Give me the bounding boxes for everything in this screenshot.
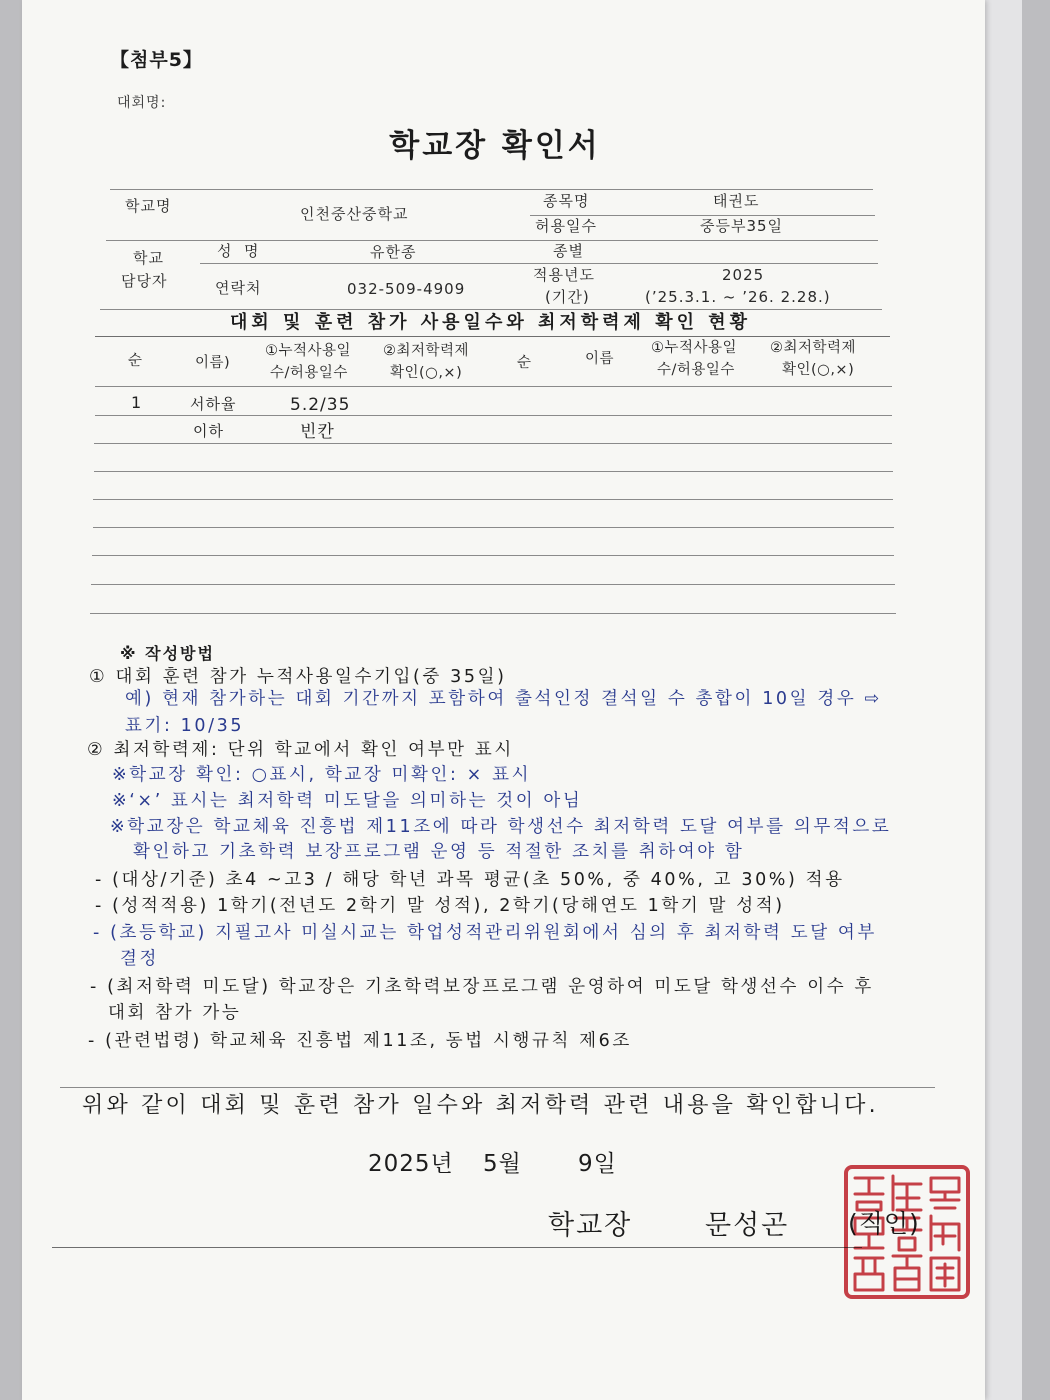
- instructions-heading: ※ 작성방법: [120, 644, 215, 663]
- signature-rule: [52, 1247, 862, 1248]
- info-table-middle-rule: [106, 240, 878, 241]
- header-name-right: 이름: [585, 351, 615, 367]
- table-row-rule: [95, 386, 892, 387]
- table-row-rule: [91, 584, 895, 585]
- staff-name-value: 유한종: [370, 243, 417, 261]
- phone-label: 연락처: [215, 279, 262, 297]
- table-row-rule: [90, 613, 896, 614]
- row-name: 서하율: [190, 395, 237, 413]
- seal-glyphs: [855, 1176, 959, 1290]
- allowed-days-value: 중등부35일: [700, 217, 784, 235]
- confirmation-statement: 위와 같이 대회 및 훈련 참가 일수와 최저학력 관련 내용을 확인합니다.: [82, 1093, 879, 1118]
- header-no-left: 순: [128, 353, 143, 369]
- table-row-rule: [93, 527, 894, 528]
- header-name-left: 이름): [195, 355, 231, 371]
- phone-value: 032-509-4909: [347, 280, 466, 298]
- instruction-line: 결정: [120, 949, 160, 969]
- header-no-right: 순: [517, 355, 532, 371]
- table-row-rule: [94, 443, 892, 444]
- row-days: 5.2/35: [290, 395, 351, 415]
- instruction-line: - (최저학력 미도달) 학교장은 기초학력보장프로그램 운영하여 미도달 학생선수 이수 후: [90, 977, 874, 997]
- instruction-line: - (대상/기준) 초4 ~고3 / 해당 학년 과목 평균(초 50%, 중 40%, 고 30%) 적용: [95, 870, 845, 890]
- instruction-line: ② 최저학력제: 단위 학교에서 확인 여부만 표시: [87, 740, 514, 760]
- instruction-line: - (성적적용) 1학기(전년도 2학기 말 성적), 2학기(당해연도 1학기 말 성적): [95, 896, 785, 916]
- header-days-right-line1: ①누적사용일: [651, 340, 738, 356]
- period-value: (’25.3.1. ~ ’26. 2.28.): [645, 288, 831, 306]
- staff-name-label: 성 명: [217, 242, 260, 260]
- header-check-left-line1: ②최저학력제: [383, 343, 470, 359]
- date-month: 5월: [483, 1151, 522, 1177]
- header-days-left-line2: 수/허용일수: [270, 365, 348, 381]
- sport-label: 종목명: [543, 192, 590, 210]
- status-table-top-rule: [95, 336, 890, 337]
- header-days-right-line2: 수/허용일수: [657, 362, 735, 378]
- principal-name: 문성곤: [705, 1210, 790, 1241]
- table-row-rule: [95, 415, 892, 416]
- event-name-label: 대회명:: [117, 95, 167, 111]
- confirmation-top-rule: [60, 1087, 935, 1088]
- instruction-line: 표기: 10/35: [125, 716, 245, 736]
- division-label: 종별: [553, 242, 584, 260]
- instruction-line: 예) 현재 참가하는 대회 기간까지 포함하여 출석인정 결석일 수 총합이 10일 경우 ⇨: [125, 689, 882, 709]
- date-year: 2025년: [368, 1151, 454, 1177]
- info-table-sport-rule: [530, 215, 875, 216]
- school-name-label: 학교명: [125, 197, 172, 215]
- period-label: (기간): [545, 288, 590, 306]
- row-name: 이하: [193, 422, 224, 440]
- allowed-days-label: 허용일수: [535, 217, 597, 235]
- table-row-rule: [92, 555, 894, 556]
- status-table-title: 대회 및 훈련 참가 사용일수와 최저학력제 확인 현황: [230, 312, 752, 333]
- school-name-value: 인천중산중학교: [300, 205, 409, 223]
- staff-label-line2: 담당자: [121, 272, 168, 290]
- year-label: 적용년도: [533, 266, 595, 284]
- instruction-line: ※‘×’ 표시는 최저학력 미도달을 의미하는 것이 아님: [112, 791, 583, 811]
- principal-label: 학교장: [548, 1210, 633, 1241]
- year-value: 2025: [722, 266, 765, 284]
- instruction-line: - (관련법령) 학교체육 진흥법 제11조, 동법 시행규칙 제6조: [88, 1031, 632, 1051]
- school-seal: [843, 1164, 971, 1300]
- table-row-rule: [93, 499, 893, 500]
- document-title: 학교장 확인서: [389, 128, 601, 164]
- instruction-line: 대회 참가 가능: [108, 1003, 242, 1023]
- header-check-left-line2: 확인(○,×): [390, 365, 463, 381]
- row-days: 빈칸: [300, 422, 335, 442]
- sport-value: 태권도: [713, 192, 760, 210]
- attachment-label: 【첨부5】: [110, 49, 203, 71]
- instruction-line: 확인하고 기초학력 보장프로그램 운영 등 적절한 조치를 취하여야 함: [133, 842, 745, 862]
- header-days-left-line1: ①누적사용일: [265, 343, 352, 359]
- instruction-line: - (초등학교) 지필고사 미실시교는 학업성적관리위원회에서 심의 후 최저학력 도달 여부: [93, 923, 877, 943]
- seal-label: (직인): [848, 1209, 920, 1238]
- instruction-line: ※학교장 확인: ○표시, 학교장 미확인: × 표시: [112, 765, 532, 785]
- header-check-right-line2: 확인(○,×): [782, 362, 855, 378]
- info-table-top-rule: [110, 189, 873, 190]
- header-check-right-line1: ②최저학력제: [770, 340, 857, 356]
- info-table-bottom-rule: [100, 309, 882, 310]
- table-row-rule: [94, 471, 893, 472]
- instruction-line: ① 대회 훈련 참가 누적사용일수기입(중 35일): [89, 667, 507, 687]
- instruction-line: ※학교장은 학교체육 진흥법 제11조에 따라 학생선수 최저학력 도달 여부를 의무적으로: [110, 817, 892, 837]
- staff-label-line1: 학교: [133, 249, 164, 267]
- row-no: 1: [131, 393, 143, 412]
- info-table-staff-rule: [200, 263, 878, 264]
- date-day: 9일: [578, 1151, 617, 1177]
